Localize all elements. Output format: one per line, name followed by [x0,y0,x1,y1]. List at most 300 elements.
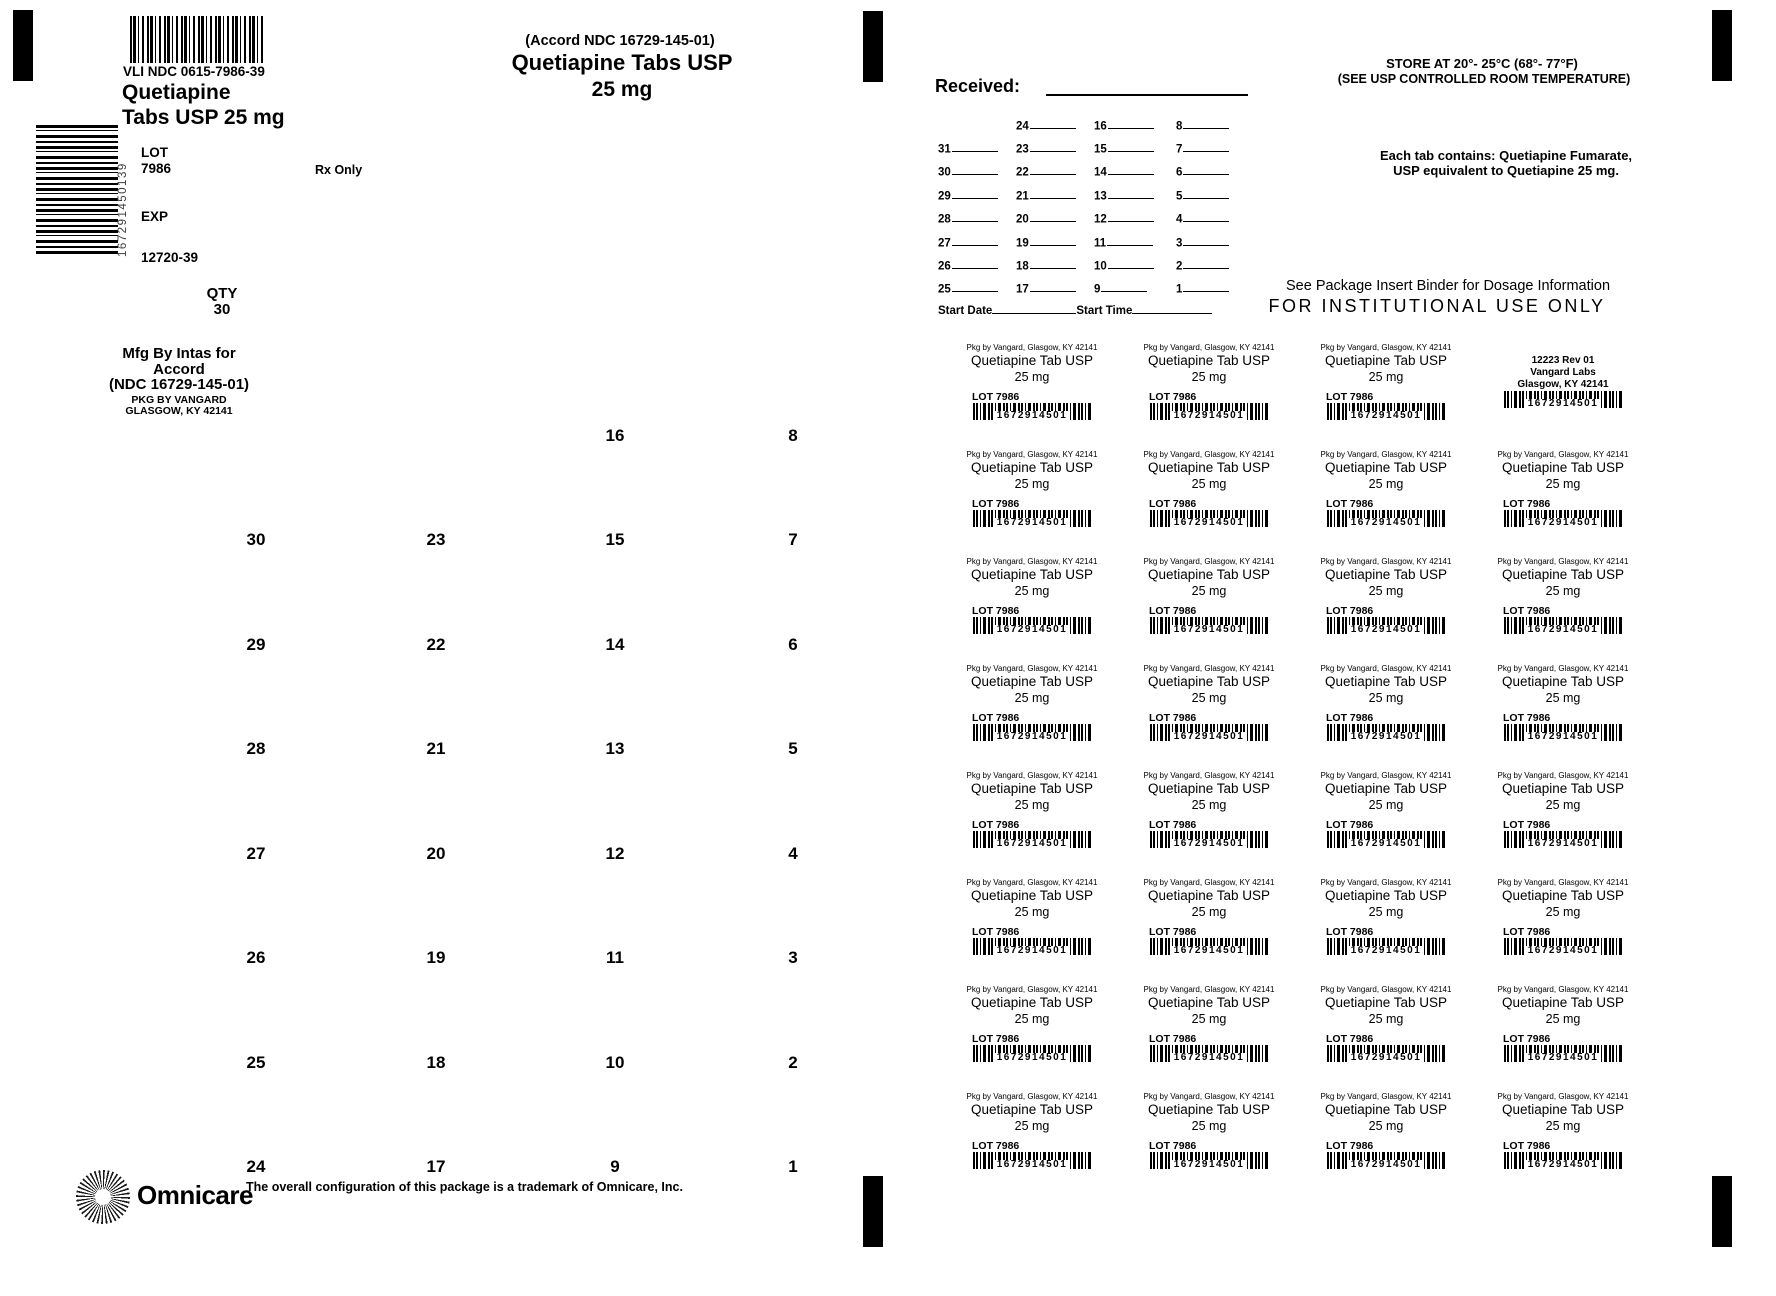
unit-lot: LOT 7986 [1326,605,1374,618]
dose-slot-number: 29 [938,190,951,203]
unit-product-name: Quetiapine Tab USP [1147,353,1271,369]
unit-label [958,771,1106,848]
unit-product-name: Quetiapine Tab USP [1324,674,1448,690]
unit-product-name: Quetiapine Tab USP [1501,1102,1625,1118]
dose-slot [1094,163,1154,179]
unit-strength: 25 mg [1191,476,1227,491]
unit-lot: LOT 7986 [1503,926,1551,939]
unit-barcode-number: 1672914501 [1173,838,1245,850]
unit-product-name: Quetiapine Tab USP [1147,781,1271,797]
dose-slot [1176,234,1229,250]
unit-barcode-number: 1672914501 [1173,1159,1245,1171]
unit-barcode-wrap [973,831,1091,848]
dose-slot-number: 7 [1176,143,1183,156]
day-number: 19 [426,948,446,967]
unit-pkg-line: Pkg by Vangard, Glasgow, KY 42141 [1320,557,1452,566]
dose-write-line [1030,140,1076,152]
dose-slot-number: 4 [1176,213,1183,226]
unit-barcode-wrap [1327,1152,1445,1169]
unit-strength: 25 mg [1368,583,1404,598]
unit-label [1489,664,1637,741]
unit-product-name: Quetiapine Tab USP [1501,460,1625,476]
unit-strength: 25 mg [1368,1118,1404,1133]
unit-barcode-wrap [1504,1045,1622,1062]
dose-slot [1016,210,1076,226]
dose-write-line [1030,210,1076,222]
unit-strength: 25 mg [1014,690,1050,705]
unit-strength: 25 mg [1014,1118,1050,1133]
dose-write-line [1030,257,1076,269]
unit-product-name: Quetiapine Tab USP [1147,995,1271,1011]
unit-label [1312,450,1460,527]
unit-lot: LOT 7986 [1503,712,1551,725]
unit-barcode-wrap [1150,403,1268,420]
start-date-time-row [938,302,1212,317]
unit-strength: 25 mg [1545,797,1581,812]
dose-write-line [1183,234,1229,246]
dose-write-line [1183,257,1229,269]
unit-product-name: Quetiapine Tab USP [970,888,1094,904]
unit-pkg-line: Pkg by Vangard, Glasgow, KY 42141 [1143,1092,1275,1101]
unit-product-name: Quetiapine Tab USP [1147,1102,1271,1118]
unit-lot: LOT 7986 [972,926,1020,939]
unit-strength: 25 mg [1191,369,1227,384]
unit-barcode-number: 1672914501 [1527,624,1599,636]
unit-barcode-number: 1672914501 [1527,838,1599,850]
unit-label [1312,343,1460,420]
unit-pkg-line: Pkg by Vangard, Glasgow, KY 42141 [1320,1092,1452,1101]
unit-strength: 25 mg [1191,797,1227,812]
serial-barcode [36,125,118,255]
unit-barcode-number: 1672914501 [1527,517,1599,529]
unit-lot: LOT 7986 [1503,819,1551,832]
unit-product-name: Quetiapine Tab USP [970,460,1094,476]
unit-lot: LOT 7986 [1326,391,1374,404]
unit-lot: LOT 7986 [972,391,1020,404]
dose-slot-number: 20 [1016,213,1029,226]
unit-lot: LOT 7986 [972,498,1020,511]
unit-barcode-number: 1672914501 [1173,624,1245,636]
ndc-barcode [130,16,263,63]
received-label: Received: [935,76,1021,96]
unit-pkg-line: Pkg by Vangard, Glasgow, KY 42141 [1320,878,1452,887]
unit-label [958,664,1106,741]
unit-barcode-number: 1672914501 [1527,945,1599,957]
unit-barcode-number: 1672914501 [996,517,1068,529]
accord-ndc-text: (Accord NDC 16729-145-01) [525,33,715,49]
dose-slot [1016,257,1076,273]
dose-slot [938,234,998,250]
unit-strength: 25 mg [1014,583,1050,598]
unit-label [1489,878,1637,955]
unit-label [958,1092,1106,1169]
unit-barcode-wrap [973,1152,1091,1169]
day-number: 24 [246,1157,266,1176]
unit-label [1135,664,1283,741]
unit-product-name: Quetiapine Tab USP [970,1102,1094,1118]
day-number: 12 [605,844,625,863]
unit-strength: 25 mg [1545,904,1581,919]
dose-slot-number: 2 [1176,260,1183,273]
dose-slot [1016,163,1076,179]
dose-slot-number: 28 [938,213,951,226]
dose-slot [1094,234,1153,250]
rev-city: Glasgow, KY 42141 [1517,379,1609,390]
product-name-line1: Quetiapine [122,81,231,104]
insert-binder-note: See Package Insert Binder for Dosage Information [1285,278,1611,294]
unit-lot: LOT 7986 [1503,1140,1551,1153]
dose-slot [1176,187,1229,203]
unit-strength: 25 mg [1368,1011,1404,1026]
unit-barcode-number: 1672914501 [1173,945,1245,957]
unit-barcode-number: 1672914501 [1173,1052,1245,1064]
unit-barcode-wrap [1150,510,1268,527]
unit-barcode-wrap [1504,831,1622,848]
unit-lot: LOT 7986 [1149,1033,1197,1046]
rev-number: 12223 Rev 01 [1531,355,1595,366]
dose-slot-number: 16 [1094,120,1107,132]
dose-slot-number: 1 [1176,283,1183,296]
unit-pkg-line: Pkg by Vangard, Glasgow, KY 42141 [966,985,1098,994]
unit-barcode-wrap [1327,831,1445,848]
registration-mark [1712,10,1732,81]
dose-slot-number: 13 [1094,190,1107,203]
unit-product-name: Quetiapine Tab USP [1324,353,1448,369]
dose-slot-number: 17 [1016,283,1029,296]
unit-strength: 25 mg [1191,904,1227,919]
unit-pkg-line: Pkg by Vangard, Glasgow, KY 42141 [966,450,1098,459]
institutional-use-note: FOR INSTITUTIONAL USE ONLY [1268,296,1606,316]
unit-pkg-line: Pkg by Vangard, Glasgow, KY 42141 [1143,450,1275,459]
unit-barcode-wrap [1504,938,1622,955]
dose-slot [1176,140,1229,156]
unit-pkg-line: Pkg by Vangard, Glasgow, KY 42141 [966,664,1098,673]
dose-write-line [1108,140,1154,152]
unit-product-name: Quetiapine Tab USP [1324,567,1448,583]
unit-label [1135,878,1283,955]
dose-slot [1176,163,1229,179]
unit-pkg-line: Pkg by Vangard, Glasgow, KY 42141 [1497,985,1629,994]
unit-strength: 25 mg [1545,1011,1581,1026]
dose-slot-number: 23 [1016,143,1029,156]
unit-label [1312,985,1460,1062]
unit-barcode-number: 1672914501 [996,410,1068,422]
registration-mark [1712,1176,1732,1247]
qty-value: 30 [213,301,231,318]
dose-slot [938,280,998,296]
unit-pkg-line: Pkg by Vangard, Glasgow, KY 42141 [1497,450,1629,459]
unit-strength: 25 mg [1191,583,1227,598]
unit-pkg-line: Pkg by Vangard, Glasgow, KY 42141 [966,771,1098,780]
dose-write-line [1030,187,1076,199]
rev-company: Vangard Labs [1530,367,1596,378]
unit-label [1135,450,1283,527]
dose-slot [1094,140,1154,156]
unit-lot: LOT 7986 [1326,498,1374,511]
unit-product-name: Quetiapine Tab USP [1324,460,1448,476]
dose-write-line [952,234,998,246]
unit-barcode-wrap [1504,391,1622,408]
dose-slot [1176,280,1229,296]
dose-slot-number: 14 [1094,166,1107,179]
dose-slot-number: 27 [938,237,951,249]
unit-barcode-wrap [1150,831,1268,848]
unit-strength: 25 mg [1545,583,1581,598]
unit-barcode-number: 1672914501 [1350,731,1422,743]
unit-strength: 25 mg [1368,797,1404,812]
dose-slot [1176,210,1229,226]
unit-barcode-wrap [1150,617,1268,634]
dose-write-line [1030,117,1076,129]
unit-pkg-line: Pkg by Vangard, Glasgow, KY 42141 [1320,343,1452,352]
dose-slot [1016,280,1076,296]
unit-product-name: Quetiapine Tab USP [1147,460,1271,476]
unit-barcode-number: 1672914501 [1350,517,1422,529]
dose-slot-number: 8 [1176,120,1183,132]
unit-strength: 25 mg [1014,369,1050,384]
unit-lot: LOT 7986 [1149,605,1197,618]
dose-slot-number: 6 [1176,166,1183,179]
unit-pkg-line: Pkg by Vangard, Glasgow, KY 42141 [1143,343,1275,352]
unit-product-name: Quetiapine Tab USP [1501,567,1625,583]
dose-slot-number: 18 [1016,260,1029,273]
registration-mark [863,1176,883,1247]
unit-strength: 25 mg [1014,1011,1050,1026]
unit-strength: 25 mg [1545,690,1581,705]
unit-label [958,450,1106,527]
unit-label [1312,771,1460,848]
unit-pkg-line: Pkg by Vangard, Glasgow, KY 42141 [1497,878,1629,887]
unit-pkg-line: Pkg by Vangard, Glasgow, KY 42141 [1320,664,1452,673]
dose-slot [1016,187,1076,203]
dose-slot [1016,140,1076,156]
unit-lot: LOT 7986 [1149,819,1197,832]
unit-pkg-line: Pkg by Vangard, Glasgow, KY 42141 [1497,1092,1629,1101]
received-write-line [1046,75,1248,96]
unit-barcode-wrap [973,1045,1091,1062]
unit-barcode-wrap [1504,617,1622,634]
dose-slot-number: 15 [1094,143,1107,156]
dose-slot-number: 24 [1016,120,1029,132]
unit-lot: LOT 7986 [1149,926,1197,939]
day-number: 3 [788,948,798,967]
unit-barcode-number: 1672914501 [1527,1052,1599,1064]
unit-lot: LOT 7986 [1326,1033,1374,1046]
qty-label: QTY [206,285,238,302]
dose-slot-number: 22 [1016,166,1029,179]
omnicare-logo-icon [76,1170,130,1224]
dose-write-line [1101,280,1147,292]
unit-lot: LOT 7986 [1503,1033,1551,1046]
dose-slot-number: 19 [1016,237,1029,249]
unit-barcode-wrap [1150,1045,1268,1062]
dose-write-line [952,187,998,199]
dose-write-line [1108,187,1154,199]
exp-label: EXP [141,209,169,224]
unit-barcode-wrap [973,938,1091,955]
unit-label [958,985,1106,1062]
unit-lot: LOT 7986 [1149,391,1197,404]
dose-slot [1016,234,1076,250]
contents-line1: Each tab contains: Quetiapine Fumarate, [1379,148,1633,163]
dose-slot-number: 25 [938,283,951,296]
unit-barcode-number: 1672914501 [996,1159,1068,1171]
unit-barcode-wrap [1504,1152,1622,1169]
dose-write-line [1183,163,1229,175]
unit-label [1489,557,1637,634]
dose-slot-number: 3 [1176,237,1183,249]
unit-barcode-number: 1672914501 [1527,398,1599,409]
unit-label [1135,343,1283,420]
start-date-label: Start Date [938,305,993,317]
unit-label [1489,1092,1637,1169]
unit-lot: LOT 7986 [1149,498,1197,511]
dose-write-line [1108,163,1154,175]
dose-slot [938,140,998,156]
unit-barcode-number: 1672914501 [1173,517,1245,529]
unit-barcode-number: 1672914501 [1350,410,1422,422]
unit-barcode-number: 1672914501 [996,945,1068,957]
unit-label [1135,557,1283,634]
unit-barcode-number: 1672914501 [996,838,1068,850]
unit-product-name: Quetiapine Tab USP [970,995,1094,1011]
unit-product-name: Quetiapine Tab USP [1324,888,1448,904]
unit-product-name: Quetiapine Tab USP [970,674,1094,690]
start-time-label: Start Time [1076,305,1133,317]
unit-label [1135,1092,1283,1169]
unit-barcode-number: 1672914501 [996,1052,1068,1064]
dose-write-line [952,163,998,175]
dose-slot [1016,117,1076,133]
day-number: 30 [246,530,266,549]
unit-lot: LOT 7986 [972,1033,1020,1046]
unit-product-name: Quetiapine Tab USP [1501,781,1625,797]
contents-line2: USP equivalent to Quetiapine 25 mg. [1393,163,1619,178]
dose-slot [1094,210,1154,226]
unit-strength: 25 mg [1368,476,1404,491]
dose-write-line [952,257,998,269]
dose-slot-number: 5 [1176,190,1183,203]
dose-write-line [1108,117,1154,129]
unit-strength: 25 mg [1545,476,1581,491]
unit-lot: LOT 7986 [972,605,1020,618]
day-number: 11 [606,948,624,967]
lot-label: LOT [141,145,168,160]
unit-product-name: Quetiapine Tab USP [1147,567,1271,583]
unit-strength: 25 mg [1368,690,1404,705]
dose-slot [938,257,998,273]
dose-write-line [1183,280,1229,292]
unit-pkg-line: Pkg by Vangard, Glasgow, KY 42141 [1497,664,1629,673]
unit-strength: 25 mg [1191,690,1227,705]
unit-barcode-number: 1672914501 [1350,838,1422,850]
unit-lot: LOT 7986 [1149,1140,1197,1153]
unit-barcode-wrap [973,724,1091,741]
day-number: 29 [246,635,266,654]
day-number: 13 [605,739,625,758]
unit-pkg-line: Pkg by Vangard, Glasgow, KY 42141 [1143,557,1275,566]
unit-barcode-wrap [1150,1152,1268,1169]
unit-barcode-wrap [1327,510,1445,527]
unit-barcode-number: 1672914501 [1350,1052,1422,1064]
unit-pkg-line: Pkg by Vangard, Glasgow, KY 42141 [1320,771,1452,780]
unit-product-name: Quetiapine Tab USP [970,353,1094,369]
unit-product-name: Quetiapine Tab USP [1147,674,1271,690]
unit-barcode-number: 1672914501 [1527,731,1599,743]
trademark-text: The overall configuration of this package is a trademark of Omnicare, Inc. [246,1180,683,1194]
registration-mark [863,11,883,82]
day-number: 9 [610,1157,620,1176]
unit-barcode-wrap [1150,938,1268,955]
unit-barcode-wrap [1327,938,1445,955]
unit-barcode-wrap [1504,724,1622,741]
dose-write-line [952,210,998,222]
lot-value: 7986 [141,161,172,176]
dose-slot-number: 9 [1094,283,1101,296]
unit-product-name: Quetiapine Tab USP [970,567,1094,583]
dose-write-line [1030,163,1076,175]
day-number: 26 [246,948,266,967]
day-number: 28 [246,739,266,758]
dose-write-line [952,140,998,152]
dose-write-line [1183,117,1229,129]
dose-write-line [1107,234,1153,246]
unit-barcode-wrap [1327,1045,1445,1062]
unit-barcode-number: 1672914501 [996,624,1068,636]
day-number: 2 [788,1053,798,1072]
dose-write-line [952,280,998,292]
unit-label [1135,985,1283,1062]
storage-line2: (SEE USP CONTROLLED ROOM TEMPERATURE) [1337,72,1631,86]
unit-pkg-line: Pkg by Vangard, Glasgow, KY 42141 [1143,985,1275,994]
unit-barcode-number: 1672914501 [1350,1159,1422,1171]
unit-pkg-line: Pkg by Vangard, Glasgow, KY 42141 [1497,771,1629,780]
day-number: 4 [788,844,798,863]
center-strength: 25 mg [591,78,653,101]
start-time-line [1132,302,1212,314]
day-number: 7 [788,530,798,549]
unit-barcode-wrap [1327,724,1445,741]
unit-strength: 25 mg [1014,797,1050,812]
unit-barcode-number: 1672914501 [1350,945,1422,957]
unit-pkg-line: Pkg by Vangard, Glasgow, KY 42141 [1143,878,1275,887]
unit-strength: 25 mg [1545,1118,1581,1133]
dose-slot [938,210,998,226]
unit-label [958,343,1106,420]
unit-lot: LOT 7986 [972,819,1020,832]
registration-mark [13,10,33,81]
dose-slot-number: 12 [1094,213,1107,226]
unit-barcode-wrap [1150,724,1268,741]
day-number: 25 [246,1053,266,1072]
unit-pkg-line: Pkg by Vangard, Glasgow, KY 42141 [966,878,1098,887]
unit-pkg-line: Pkg by Vangard, Glasgow, KY 42141 [1143,664,1275,673]
dose-write-line [1030,234,1076,246]
unit-barcode-wrap [973,403,1091,420]
unit-label [1489,450,1637,527]
unit-barcode-wrap [973,617,1091,634]
unit-barcode-wrap [1504,510,1622,527]
day-number: 21 [426,739,446,758]
unit-lot: LOT 7986 [972,712,1020,725]
dose-slot-number: 30 [938,166,951,179]
unit-label [1489,771,1637,848]
unit-barcode-wrap [1327,617,1445,634]
dose-slot-number: 26 [938,260,951,273]
unit-label [1312,878,1460,955]
unit-label [1489,985,1637,1062]
unit-label [958,878,1106,955]
